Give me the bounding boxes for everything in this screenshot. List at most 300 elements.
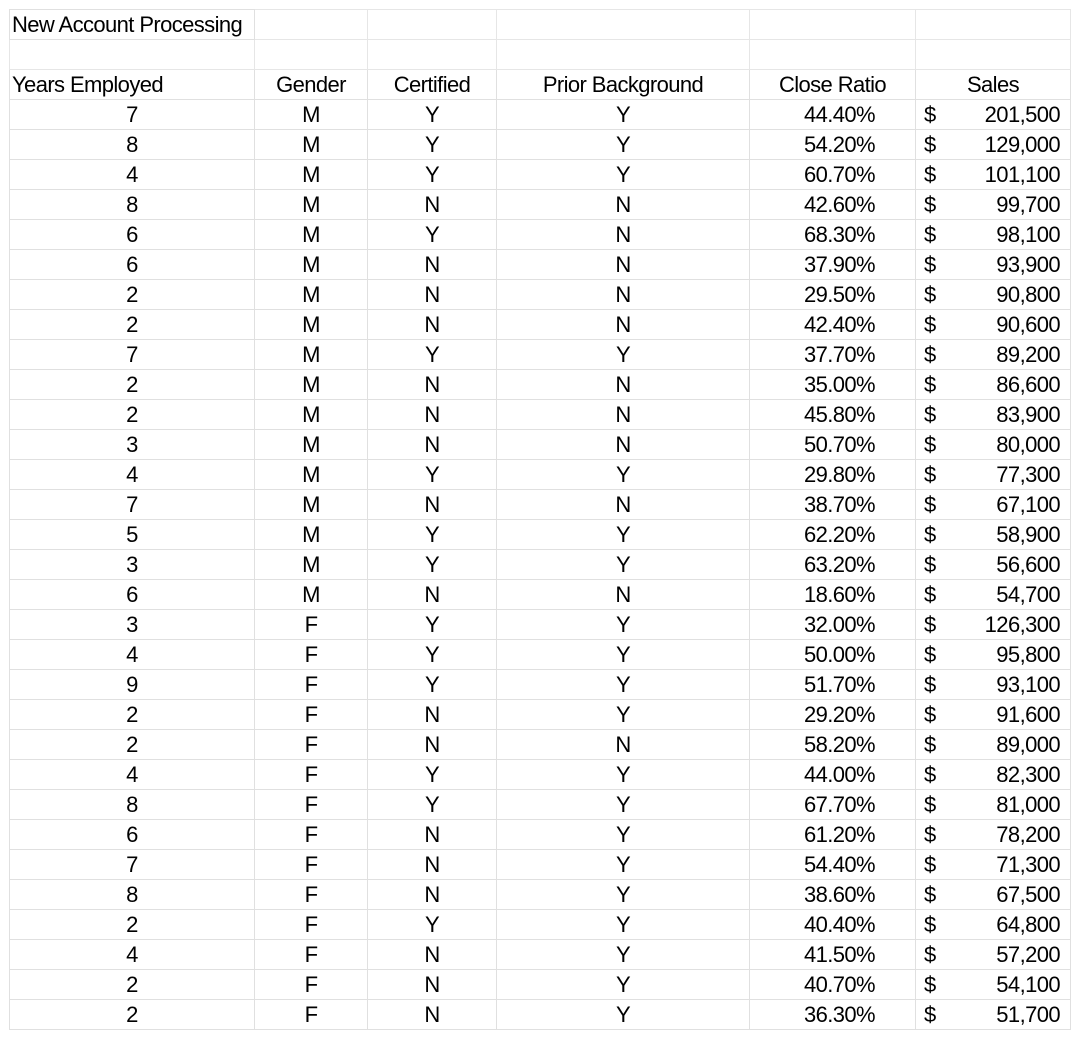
- cell-years-employed[interactable]: 8: [10, 130, 255, 160]
- cell-certified[interactable]: Y: [368, 550, 497, 580]
- currency-symbol: $: [924, 192, 936, 217]
- cell-close-ratio[interactable]: 36.30%: [750, 1000, 916, 1030]
- sales-amount: 51,700: [996, 1002, 1060, 1027]
- cell-years-employed[interactable]: 4: [10, 160, 255, 190]
- cell-certified[interactable]: Y: [368, 220, 497, 250]
- cell-gender[interactable]: M: [255, 220, 368, 250]
- table-row: [10, 160, 1071, 190]
- currency-symbol: $: [924, 912, 936, 937]
- cell-certified[interactable]: N: [368, 280, 497, 310]
- cell-sales[interactable]: [916, 880, 1071, 910]
- sales-amount: 80,000: [996, 432, 1060, 457]
- cell-prior-background[interactable]: Y: [497, 130, 750, 160]
- cell-gender[interactable]: F: [255, 970, 368, 1000]
- cell-years-employed[interactable]: 7: [10, 340, 255, 370]
- cell-close-ratio[interactable]: 58.20%: [750, 730, 916, 760]
- table-row: [10, 340, 1071, 370]
- cell-sales[interactable]: [916, 970, 1071, 1000]
- cell-certified[interactable]: N: [368, 430, 497, 460]
- sales-amount: 95,800: [996, 642, 1060, 667]
- table-row: [10, 130, 1071, 160]
- cell-certified[interactable]: N: [368, 190, 497, 220]
- sales-amount: 93,900: [996, 252, 1060, 277]
- cell-prior-background[interactable]: Y: [497, 460, 750, 490]
- sales-amount: 57,200: [996, 942, 1060, 967]
- cell-prior-background[interactable]: Y: [497, 640, 750, 670]
- empty-cell[interactable]: [10, 40, 255, 70]
- cell-gender[interactable]: M: [255, 370, 368, 400]
- empty-cell[interactable]: [497, 10, 750, 40]
- currency-symbol: $: [924, 762, 936, 787]
- cell-years-employed[interactable]: 3: [10, 550, 255, 580]
- spreadsheet: [9, 9, 1070, 1030]
- cell-sales[interactable]: [916, 850, 1071, 880]
- cell-sales[interactable]: [916, 460, 1071, 490]
- currency-symbol: $: [924, 522, 936, 547]
- table-row: [10, 670, 1071, 700]
- currency-symbol: $: [924, 582, 936, 607]
- currency-symbol: $: [924, 462, 936, 487]
- empty-cell[interactable]: [750, 40, 916, 70]
- cell-years-employed[interactable]: 2: [10, 370, 255, 400]
- cell-years-employed[interactable]: 7: [10, 850, 255, 880]
- table-row: [10, 970, 1071, 1000]
- header-certified[interactable]: Certified: [368, 70, 497, 100]
- sales-amount: 71,300: [996, 852, 1060, 877]
- cell-years-employed[interactable]: 7: [10, 100, 255, 130]
- cell-years-employed[interactable]: 6: [10, 820, 255, 850]
- sales-amount: 201,500: [984, 102, 1060, 127]
- sales-amount: 89,000: [996, 732, 1060, 757]
- cell-certified[interactable]: N: [368, 970, 497, 1000]
- sales-amount: 86,600: [996, 372, 1060, 397]
- cell-sales[interactable]: [916, 430, 1071, 460]
- cell-years-employed[interactable]: 2: [10, 280, 255, 310]
- cell-sales[interactable]: [916, 580, 1071, 610]
- cell-sales[interactable]: [916, 790, 1071, 820]
- sales-amount: 58,900: [996, 522, 1060, 547]
- cell-years-employed[interactable]: 8: [10, 190, 255, 220]
- sales-amount: 67,500: [996, 882, 1060, 907]
- table-row: [10, 1000, 1071, 1030]
- cell-sales[interactable]: [916, 370, 1071, 400]
- cell-gender[interactable]: M: [255, 130, 368, 160]
- sales-amount: 77,300: [996, 462, 1060, 487]
- cell-prior-background[interactable]: N: [497, 370, 750, 400]
- cell-close-ratio[interactable]: 67.70%: [750, 790, 916, 820]
- cell-close-ratio[interactable]: 61.20%: [750, 820, 916, 850]
- currency-symbol: $: [924, 162, 936, 187]
- cell-gender[interactable]: M: [255, 160, 368, 190]
- cell-prior-background[interactable]: Y: [497, 610, 750, 640]
- cell-years-employed[interactable]: 8: [10, 790, 255, 820]
- cell-prior-background[interactable]: Y: [497, 340, 750, 370]
- cell-close-ratio[interactable]: 42.40%: [750, 310, 916, 340]
- empty-cell[interactable]: [916, 10, 1071, 40]
- cell-sales[interactable]: [916, 700, 1071, 730]
- currency-symbol: $: [924, 432, 936, 457]
- cell-prior-background[interactable]: N: [497, 400, 750, 430]
- cell-prior-background[interactable]: N: [497, 190, 750, 220]
- sales-amount: 83,900: [996, 402, 1060, 427]
- cell-prior-background[interactable]: N: [497, 280, 750, 310]
- cell-sales[interactable]: [916, 520, 1071, 550]
- cell-prior-background[interactable]: N: [497, 490, 750, 520]
- cell-prior-background[interactable]: Y: [497, 160, 750, 190]
- table-row: [10, 280, 1071, 310]
- table-row: [10, 100, 1071, 130]
- sales-amount: 90,800: [996, 282, 1060, 307]
- cell-prior-background[interactable]: Y: [497, 940, 750, 970]
- cell-years-employed[interactable]: 2: [10, 970, 255, 1000]
- table-row: [10, 790, 1071, 820]
- cell-gender[interactable]: F: [255, 910, 368, 940]
- currency-symbol: $: [924, 672, 936, 697]
- cell-sales[interactable]: [916, 1000, 1071, 1030]
- table-row: [10, 760, 1071, 790]
- cell-gender[interactable]: F: [255, 730, 368, 760]
- empty-cell[interactable]: [750, 10, 916, 40]
- cell-gender[interactable]: M: [255, 190, 368, 220]
- sales-amount: 90,600: [996, 312, 1060, 337]
- cell-close-ratio[interactable]: 50.00%: [750, 640, 916, 670]
- cell-gender[interactable]: M: [255, 520, 368, 550]
- sales-amount: 126,300: [984, 612, 1060, 637]
- currency-symbol: $: [924, 822, 936, 847]
- cell-years-employed[interactable]: 6: [10, 220, 255, 250]
- cell-gender[interactable]: F: [255, 670, 368, 700]
- empty-cell[interactable]: [916, 40, 1071, 70]
- cell-close-ratio[interactable]: 40.40%: [750, 910, 916, 940]
- cell-sales[interactable]: [916, 760, 1071, 790]
- cell-close-ratio[interactable]: 45.80%: [750, 400, 916, 430]
- cell-prior-background[interactable]: N: [497, 310, 750, 340]
- sales-amount: 54,100: [996, 972, 1060, 997]
- cell-prior-background[interactable]: Y: [497, 550, 750, 580]
- cell-prior-background[interactable]: Y: [497, 100, 750, 130]
- cell-gender[interactable]: F: [255, 610, 368, 640]
- cell-certified[interactable]: N: [368, 580, 497, 610]
- cell-close-ratio[interactable]: 37.70%: [750, 340, 916, 370]
- cell-years-employed[interactable]: 2: [10, 910, 255, 940]
- cell-certified[interactable]: Y: [368, 910, 497, 940]
- currency-symbol: $: [924, 492, 936, 517]
- currency-symbol: $: [924, 102, 936, 127]
- cell-prior-background[interactable]: Y: [497, 790, 750, 820]
- cell-prior-background[interactable]: Y: [497, 850, 750, 880]
- cell-certified[interactable]: N: [368, 400, 497, 430]
- cell-sales[interactable]: [916, 490, 1071, 520]
- cell-certified[interactable]: Y: [368, 760, 497, 790]
- cell-years-employed[interactable]: 7: [10, 490, 255, 520]
- table-row: [10, 700, 1071, 730]
- cell-certified[interactable]: N: [368, 820, 497, 850]
- empty-cell[interactable]: [368, 40, 497, 70]
- sales-amount: 54,700: [996, 582, 1060, 607]
- sales-amount: 99,700: [996, 192, 1060, 217]
- cell-certified[interactable]: N: [368, 370, 497, 400]
- sales-amount: 82,300: [996, 762, 1060, 787]
- cell-sales[interactable]: [916, 610, 1071, 640]
- cell-sales[interactable]: [916, 940, 1071, 970]
- cell-sales[interactable]: [916, 130, 1071, 160]
- currency-symbol: $: [924, 222, 936, 247]
- cell-sales[interactable]: [916, 160, 1071, 190]
- cell-gender[interactable]: F: [255, 640, 368, 670]
- cell-sales[interactable]: [916, 190, 1071, 220]
- cell-gender[interactable]: M: [255, 580, 368, 610]
- cell-sales[interactable]: [916, 250, 1071, 280]
- cell-prior-background[interactable]: Y: [497, 520, 750, 550]
- cell-sales[interactable]: [916, 400, 1071, 430]
- data-grid: [9, 9, 1071, 1030]
- cell-sales[interactable]: [916, 310, 1071, 340]
- cell-certified[interactable]: N: [368, 700, 497, 730]
- cell-gender[interactable]: F: [255, 850, 368, 880]
- cell-certified[interactable]: Y: [368, 100, 497, 130]
- cell-gender[interactable]: F: [255, 880, 368, 910]
- cell-sales[interactable]: [916, 280, 1071, 310]
- currency-symbol: $: [924, 972, 936, 997]
- cell-gender[interactable]: M: [255, 250, 368, 280]
- currency-symbol: $: [924, 312, 936, 337]
- cell-years-employed[interactable]: 2: [10, 400, 255, 430]
- cell-years-employed[interactable]: 9: [10, 670, 255, 700]
- cell-certified[interactable]: N: [368, 490, 497, 520]
- currency-symbol: $: [924, 702, 936, 727]
- sales-amount: 64,800: [996, 912, 1060, 937]
- sheet-title[interactable]: New Account Processing: [10, 10, 255, 40]
- currency-symbol: $: [924, 402, 936, 427]
- cell-prior-background[interactable]: N: [497, 730, 750, 760]
- cell-prior-background[interactable]: Y: [497, 880, 750, 910]
- sales-amount: 91,600: [996, 702, 1060, 727]
- currency-symbol: $: [924, 282, 936, 307]
- cell-gender[interactable]: M: [255, 100, 368, 130]
- currency-symbol: $: [924, 612, 936, 637]
- cell-years-employed[interactable]: 2: [10, 730, 255, 760]
- cell-close-ratio[interactable]: 37.90%: [750, 250, 916, 280]
- cell-close-ratio[interactable]: 50.70%: [750, 430, 916, 460]
- sales-amount: 78,200: [996, 822, 1060, 847]
- cell-certified[interactable]: Y: [368, 160, 497, 190]
- cell-sales[interactable]: [916, 340, 1071, 370]
- table-row: [10, 940, 1071, 970]
- blank-row: [10, 40, 1071, 70]
- currency-symbol: $: [924, 852, 936, 877]
- currency-symbol: $: [924, 882, 936, 907]
- cell-prior-background[interactable]: Y: [497, 970, 750, 1000]
- cell-close-ratio[interactable]: 54.40%: [750, 850, 916, 880]
- cell-sales[interactable]: [916, 100, 1071, 130]
- cell-close-ratio[interactable]: 40.70%: [750, 970, 916, 1000]
- table-row: [10, 520, 1071, 550]
- currency-symbol: $: [924, 642, 936, 667]
- cell-certified[interactable]: Y: [368, 130, 497, 160]
- sales-amount: 56,600: [996, 552, 1060, 577]
- table-row: [10, 910, 1071, 940]
- cell-prior-background[interactable]: N: [497, 250, 750, 280]
- table-row: [10, 250, 1071, 280]
- table-row: [10, 400, 1071, 430]
- currency-symbol: $: [924, 732, 936, 757]
- cell-gender[interactable]: M: [255, 460, 368, 490]
- table-row: [10, 550, 1071, 580]
- cell-gender[interactable]: M: [255, 400, 368, 430]
- cell-gender[interactable]: M: [255, 280, 368, 310]
- cell-close-ratio[interactable]: 41.50%: [750, 940, 916, 970]
- cell-years-employed[interactable]: 6: [10, 580, 255, 610]
- cell-sales[interactable]: [916, 670, 1071, 700]
- sales-amount: 67,100: [996, 492, 1060, 517]
- cell-years-employed[interactable]: 4: [10, 460, 255, 490]
- cell-certified[interactable]: N: [368, 880, 497, 910]
- header-years-employed[interactable]: Years Employed: [10, 70, 255, 100]
- cell-prior-background[interactable]: N: [497, 220, 750, 250]
- cell-close-ratio[interactable]: 29.50%: [750, 280, 916, 310]
- cell-certified[interactable]: Y: [368, 460, 497, 490]
- table-row: [10, 610, 1071, 640]
- cell-years-employed[interactable]: 2: [10, 310, 255, 340]
- cell-years-employed[interactable]: 2: [10, 1000, 255, 1030]
- cell-years-employed[interactable]: 2: [10, 700, 255, 730]
- currency-symbol: $: [924, 792, 936, 817]
- cell-gender[interactable]: F: [255, 940, 368, 970]
- table-row: [10, 730, 1071, 760]
- cell-close-ratio[interactable]: 38.60%: [750, 880, 916, 910]
- currency-symbol: $: [924, 1002, 936, 1027]
- sales-amount: 129,000: [984, 132, 1060, 157]
- header-gender[interactable]: Gender: [255, 70, 368, 100]
- cell-close-ratio[interactable]: 62.20%: [750, 520, 916, 550]
- cell-certified[interactable]: N: [368, 250, 497, 280]
- cell-years-employed[interactable]: 3: [10, 430, 255, 460]
- cell-gender[interactable]: M: [255, 310, 368, 340]
- cell-sales[interactable]: [916, 820, 1071, 850]
- empty-cell[interactable]: [255, 10, 368, 40]
- currency-symbol: $: [924, 942, 936, 967]
- header-row: [10, 70, 1071, 100]
- table-row: [10, 490, 1071, 520]
- cell-gender[interactable]: F: [255, 700, 368, 730]
- cell-close-ratio[interactable]: 54.20%: [750, 130, 916, 160]
- cell-certified[interactable]: Y: [368, 790, 497, 820]
- cell-gender[interactable]: F: [255, 790, 368, 820]
- cell-years-employed[interactable]: 5: [10, 520, 255, 550]
- header-prior-background[interactable]: Prior Background: [497, 70, 750, 100]
- cell-sales[interactable]: [916, 550, 1071, 580]
- cell-certified[interactable]: Y: [368, 670, 497, 700]
- cell-gender[interactable]: M: [255, 430, 368, 460]
- cell-sales[interactable]: [916, 730, 1071, 760]
- cell-gender[interactable]: M: [255, 550, 368, 580]
- cell-close-ratio[interactable]: 51.70%: [750, 670, 916, 700]
- table-row: [10, 880, 1071, 910]
- cell-years-employed[interactable]: 4: [10, 640, 255, 670]
- cell-years-employed[interactable]: 4: [10, 760, 255, 790]
- cell-prior-background[interactable]: Y: [497, 760, 750, 790]
- cell-prior-background[interactable]: Y: [497, 910, 750, 940]
- sales-amount: 98,100: [996, 222, 1060, 247]
- cell-close-ratio[interactable]: 29.20%: [750, 700, 916, 730]
- sales-amount: 89,200: [996, 342, 1060, 367]
- table-row: [10, 580, 1071, 610]
- cell-certified[interactable]: Y: [368, 610, 497, 640]
- cell-gender[interactable]: F: [255, 820, 368, 850]
- currency-symbol: $: [924, 132, 936, 157]
- cell-certified[interactable]: N: [368, 940, 497, 970]
- table-row: [10, 820, 1071, 850]
- cell-gender[interactable]: F: [255, 760, 368, 790]
- currency-symbol: $: [924, 342, 936, 367]
- cell-prior-background[interactable]: Y: [497, 700, 750, 730]
- table-row: [10, 370, 1071, 400]
- cell-close-ratio[interactable]: 44.00%: [750, 760, 916, 790]
- cell-years-employed[interactable]: 8: [10, 880, 255, 910]
- empty-cell[interactable]: [497, 40, 750, 70]
- table-row: [10, 640, 1071, 670]
- header-close-ratio[interactable]: Close Ratio: [750, 70, 916, 100]
- cell-certified[interactable]: Y: [368, 640, 497, 670]
- cell-certified[interactable]: N: [368, 1000, 497, 1030]
- cell-prior-background[interactable]: N: [497, 580, 750, 610]
- cell-certified[interactable]: N: [368, 310, 497, 340]
- cell-close-ratio[interactable]: 63.20%: [750, 550, 916, 580]
- sales-amount: 93,100: [996, 672, 1060, 697]
- cell-close-ratio[interactable]: 68.30%: [750, 220, 916, 250]
- title-row: [10, 10, 1071, 40]
- cell-prior-background[interactable]: Y: [497, 670, 750, 700]
- cell-sales[interactable]: [916, 910, 1071, 940]
- cell-close-ratio[interactable]: 32.00%: [750, 610, 916, 640]
- table-row: [10, 220, 1071, 250]
- cell-prior-background[interactable]: Y: [497, 1000, 750, 1030]
- cell-close-ratio[interactable]: 38.70%: [750, 490, 916, 520]
- cell-certified[interactable]: Y: [368, 520, 497, 550]
- empty-cell[interactable]: [368, 10, 497, 40]
- cell-gender[interactable]: M: [255, 490, 368, 520]
- table-row: [10, 460, 1071, 490]
- cell-certified[interactable]: Y: [368, 340, 497, 370]
- cell-certified[interactable]: N: [368, 850, 497, 880]
- cell-close-ratio[interactable]: 29.80%: [750, 460, 916, 490]
- sales-amount: 81,000: [996, 792, 1060, 817]
- cell-prior-background[interactable]: Y: [497, 820, 750, 850]
- cell-close-ratio[interactable]: 42.60%: [750, 190, 916, 220]
- cell-years-employed[interactable]: 4: [10, 940, 255, 970]
- empty-cell[interactable]: [255, 40, 368, 70]
- cell-gender[interactable]: F: [255, 1000, 368, 1030]
- cell-years-employed[interactable]: 6: [10, 250, 255, 280]
- cell-sales[interactable]: [916, 640, 1071, 670]
- cell-certified[interactable]: N: [368, 730, 497, 760]
- cell-sales[interactable]: [916, 220, 1071, 250]
- table-row: [10, 310, 1071, 340]
- cell-close-ratio[interactable]: 18.60%: [750, 580, 916, 610]
- cell-years-employed[interactable]: 3: [10, 610, 255, 640]
- cell-close-ratio[interactable]: 44.40%: [750, 100, 916, 130]
- table-row: [10, 430, 1071, 460]
- header-sales[interactable]: Sales: [916, 70, 1071, 100]
- cell-close-ratio[interactable]: 60.70%: [750, 160, 916, 190]
- sales-amount: 101,100: [984, 162, 1060, 187]
- cell-prior-background[interactable]: N: [497, 430, 750, 460]
- currency-symbol: $: [924, 252, 936, 277]
- cell-gender[interactable]: M: [255, 340, 368, 370]
- currency-symbol: $: [924, 552, 936, 577]
- table-row: [10, 190, 1071, 220]
- cell-close-ratio[interactable]: 35.00%: [750, 370, 916, 400]
